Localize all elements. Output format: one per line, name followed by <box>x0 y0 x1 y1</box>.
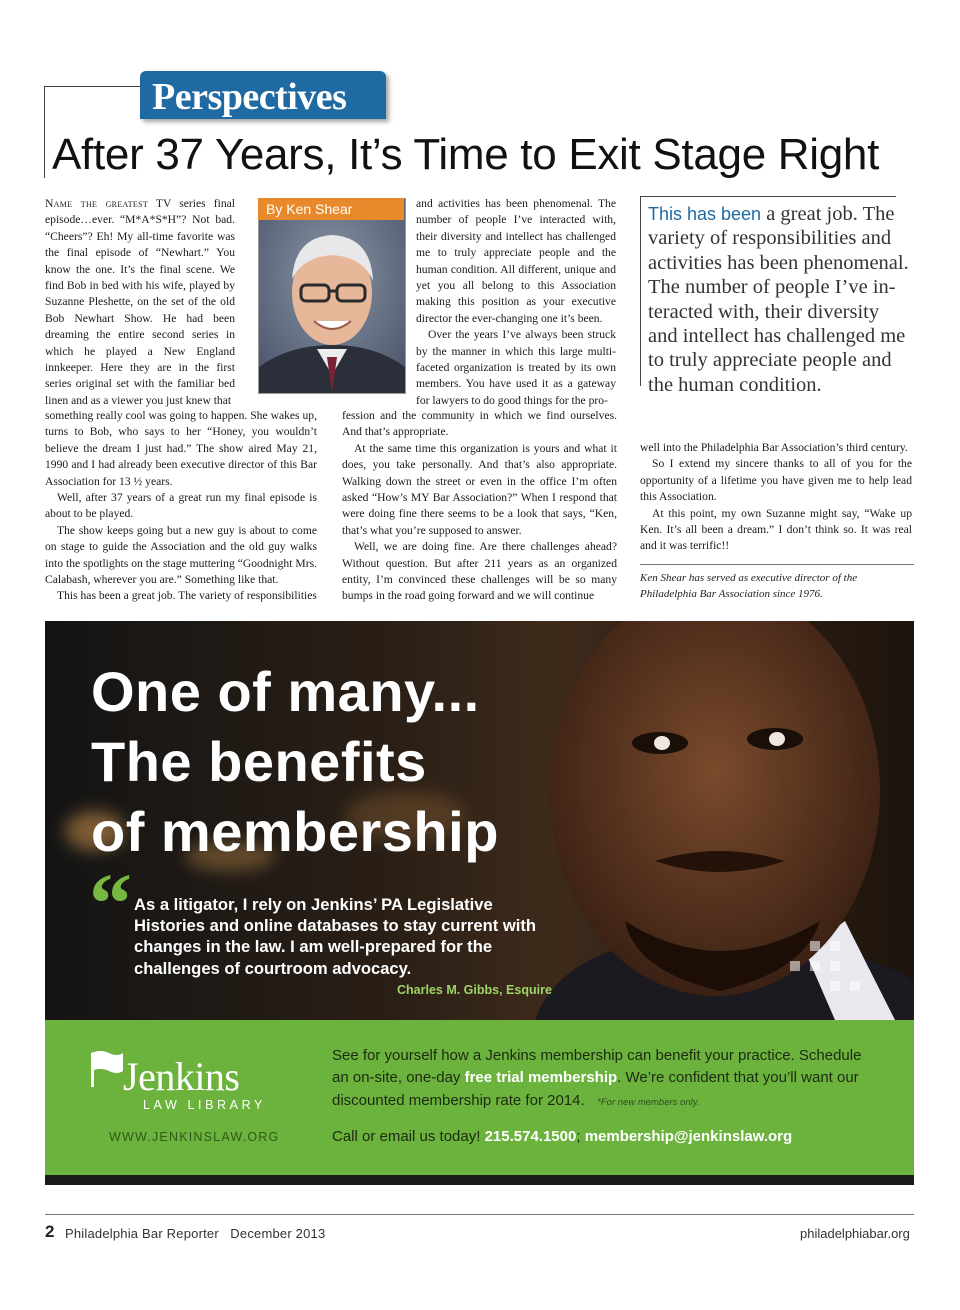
footer-divider <box>45 1214 914 1215</box>
lead-in: Name the greatest <box>45 197 149 210</box>
author-portrait-image <box>259 199 405 393</box>
article-column-1-top <box>45 196 235 409</box>
ad-pitch-text: . We’re confident that you’ll want our discounted membership rate for 2014. <box>332 1069 859 1109</box>
free-trial-highlight: free trial membership <box>464 1069 618 1087</box>
publication-info: Philadelphia Bar Reporter December 2013 <box>65 1226 326 1241</box>
jenkins-flag-icon <box>89 1049 123 1089</box>
pullquote-text: a great job. The variety of responsibilities and activities has been phenomenal. The number of people I’ve in-teracted with, their diversity and intellect has challenged me to truly appreciate people and the human condition. <box>648 203 909 396</box>
section-label: Perspectives <box>152 76 347 118</box>
ad-headline-line: of membership <box>91 800 499 863</box>
pullquote-lead: This has been <box>648 204 762 224</box>
paragraph: At this point, my own Suzanne might say, “Wake up Ken. It’s all been a dream.” I don’t think so. It was real and it was terrific!! <box>640 506 912 553</box>
pullquote <box>648 202 910 397</box>
section-tab <box>140 71 386 119</box>
ad-headline-line: The benefits <box>91 730 427 793</box>
paragraph: something really cool was going to happen. She wakes up, turns to Bob, who says to her “Honey, you wouldn’t believe the dream I just had.” The show aired May 21, 1990 and I had already been executive director of this Bar Association for 13 ½ years. <box>45 409 317 488</box>
pullquote-frame-line-vertical <box>640 196 641 386</box>
ad-call-to-action <box>332 1128 792 1145</box>
paragraph: So I extend my sincere thanks to all of you for the opportunity of a lifetime you have given me to help lead this Association. <box>640 457 912 504</box>
quote-mark-icon: “ <box>89 855 132 951</box>
paragraph: This has been a great job. The variety of responsibilities <box>57 589 317 603</box>
ad-pitch-text: See for yourself how a Jenkins membership can benefit your practice. Schedule an on-site, one-day <box>332 1047 862 1087</box>
article-column-2-top <box>416 196 616 409</box>
header-frame-line <box>44 86 148 87</box>
paragraph <box>45 196 235 409</box>
ad-call-separator: ; <box>576 1128 585 1145</box>
paragraph-text: TV series final episode…ever. “M*A*S*H”? Not bad. “Cheers”? Eh! My all-time favorite was the final episode of “Newhart.” You know the one. It’s the final scene. We find Bob in bed with his wife, played by Suzanne Pleshette, on the set of the old Bob Newhart Show. He had been dreaming the entire second series in which he played a New England innkeeper. Here they are in the first series original set with the familiar bed linen and as a viewer you just knew that <box>45 197 235 407</box>
phone-number[interactable]: 215.574.1500 <box>484 1128 577 1145</box>
article-headline: After 37 Years, It’s Time to Exit Stage Right <box>52 130 880 179</box>
paragraph: At the same time this organization is yours and what it does, you take personally. And that’s also appropriate. Walking down the street or even in the office I’m often asked “How’s MY Bar Association?” When I respond that were doing fine there seems to be a look that says, “Ken, that’s what you’re supposed to answer. <box>342 441 617 537</box>
author-photo <box>258 198 406 394</box>
paragraph: and activities has been phenomenal. The number of people I’ve interacted with, their diversity and intellect has challenged me to truly appreciate people and the human condition. All different, unique and yet you all belong to this Association making this position as your executive director the ever-changing one it’s been. <box>416 197 616 325</box>
paragraph: Well, after 37 years of a great run my final episode is about to be played. <box>45 491 317 521</box>
paragraph: well into the Philadelphia Bar Association’s third century. <box>640 441 908 454</box>
email-link[interactable]: membership@jenkinslaw.org <box>584 1128 793 1145</box>
ad-headline <box>91 657 499 867</box>
article-column-1-bottom <box>45 408 317 605</box>
ad-bottom-strip <box>45 1175 914 1185</box>
ad-fine-print: *For new members only. <box>597 1096 700 1108</box>
byline-label: By Ken Shear <box>258 198 404 220</box>
jenkins-logo-subtitle: LAW LIBRARY <box>143 1098 266 1112</box>
ad-pitch <box>332 1045 872 1114</box>
jenkins-logo-word: Jenkins <box>123 1054 240 1099</box>
ad-testimonial: As a litigator, I rely on Jenkins’ PA Legislative Histories and online databases to stay current with changes in the law. I am well-prepared for the challenges of courtroom advocacy. <box>134 895 537 978</box>
article-column-3 <box>640 440 912 555</box>
bio-divider <box>640 564 914 565</box>
paragraph: The show keeps going but a new guy is about to come on stage to guide the Association and the old guy walks into the spotlights on the stage muttering “Goodnight Mrs. Calabash, wherever you are.” Something like that. <box>45 523 317 587</box>
jenkins-advertisement[interactable] <box>45 621 914 1185</box>
ad-headline-line: One of many... <box>91 660 480 723</box>
article-column-2-bottom <box>342 408 617 605</box>
paragraph: Well, we are doing fine. Are there challenges ahead? Without question. But after 211 years as an organized entity, I’m convinced these challenges will be so many bumps in the road going forward and we will continue <box>342 540 617 603</box>
page-number: 2 <box>45 1222 55 1241</box>
paragraph: fession and the community in which we find ourselves. And that’s appropriate. <box>342 409 617 439</box>
ad-call-text: Call or email us today! <box>332 1128 485 1145</box>
jenkins-url-link[interactable]: WWW.JENKINSLAW.ORG <box>109 1130 280 1144</box>
author-bio: Ken Shear has served as executive director of the Philadelphia Bar Association since 1976. <box>640 572 858 601</box>
ad-testimonial-attribution: Charles M. Gibbs, Esquire <box>397 983 552 997</box>
pullquote-frame-line <box>640 196 896 197</box>
website-link[interactable]: philadelphiabar.org <box>800 1226 910 1241</box>
paragraph: Over the years I’ve always been struck by the manner in which this large multi-faceted organization is treated by its own members. You have used it as a gateway for lawyers to do good things for the pro- <box>416 328 616 407</box>
header-frame-line-vertical <box>44 86 45 178</box>
